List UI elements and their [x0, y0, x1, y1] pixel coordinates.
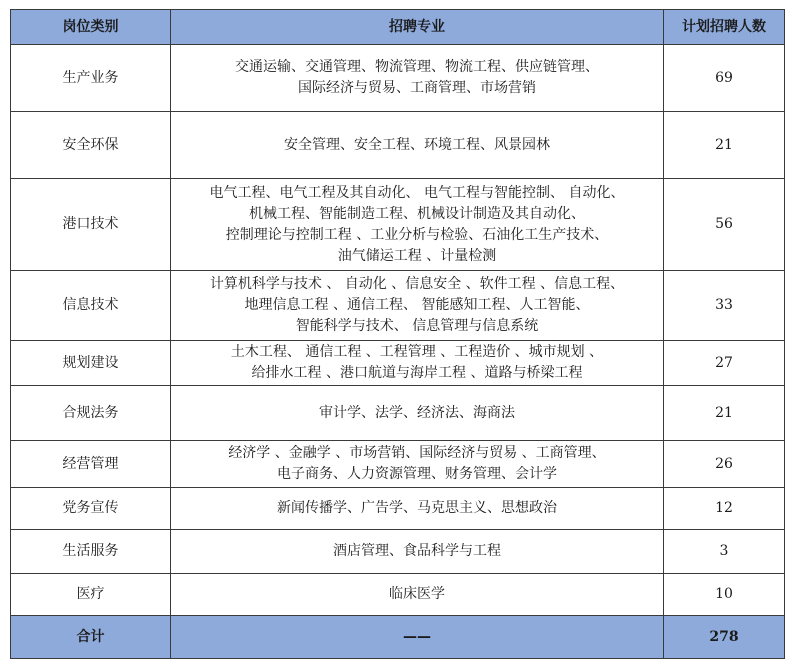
row-category: 港口技术 [11, 179, 171, 271]
major-line: 审计学、法学、经济法、海商法 [319, 404, 515, 421]
row-count: 27 [664, 341, 785, 386]
table-row [11, 341, 785, 386]
major-line: 油气储运工程 、计量检测 [337, 247, 497, 264]
major-line: 新闻传播学、广告学、马克思主义、思想政治 [277, 500, 557, 516]
header-majors: 招聘专业 [171, 10, 664, 45]
major-line: 电子商务、人力资源管理、财务管理、会计学 [277, 466, 557, 482]
row-category: 党务宣传 [11, 488, 171, 530]
table-body [11, 45, 785, 616]
major-line: 土木工程、 通信工程 、工程管理 、工程造价 、城市规划 、 [230, 344, 604, 360]
header-count: 计划招聘人数 [664, 10, 785, 45]
major-line: 交通运输、交通管理、物流管理、物流工程、供应链管理、 [235, 59, 599, 75]
row-count: 56 [664, 179, 785, 271]
row-category: 生活服务 [11, 530, 171, 574]
table-row [11, 386, 785, 441]
row-category: 生产业务 [11, 45, 171, 112]
major-line: 酒店管理、食品科学与工程 [333, 543, 501, 559]
table-row [11, 574, 785, 616]
table-row [11, 112, 785, 179]
row-majors [171, 386, 664, 441]
table-row [11, 488, 785, 530]
major-line: 地理信息工程 、通信工程、 智能感知工程、人工智能、 [244, 297, 590, 313]
major-line: 国际经济与贸易、工商管理、市场营销 [298, 80, 536, 96]
row-majors [171, 488, 664, 530]
table-row [11, 530, 785, 574]
row-majors [171, 179, 664, 271]
row-category: 合规法务 [11, 386, 171, 441]
row-majors [171, 112, 664, 179]
total-majors: —— [171, 616, 664, 659]
table-row [11, 45, 785, 112]
row-majors [171, 271, 664, 341]
row-majors [171, 441, 664, 488]
total-label: 合计 [11, 616, 171, 659]
major-line: 经济学 、金融学 、市场营销、国际经济与贸易 、工商管理、 [228, 445, 606, 461]
row-category: 经营管理 [11, 441, 171, 488]
row-category: 规划建设 [11, 341, 171, 386]
major-line: 控制理论与控制工程 、工业分析与检验、石油化工生产技术、 [225, 226, 609, 243]
recruitment-table [10, 9, 785, 659]
row-category: 安全环保 [11, 112, 171, 179]
total-count: 278 [664, 616, 785, 659]
row-count: 21 [664, 112, 785, 179]
major-line: 电气工程、电气工程及其自动化、 电气工程与智能控制、 自动化、 [209, 184, 625, 201]
major-line: 安全管理、安全工程、环境工程、风景园林 [284, 136, 550, 153]
major-line: 机械工程、智能制造工程、机械设计制造及其自动化、 [249, 205, 585, 222]
row-count: 3 [664, 530, 785, 574]
header-category: 岗位类别 [11, 10, 171, 45]
row-count: 12 [664, 488, 785, 530]
row-count: 69 [664, 45, 785, 112]
header-row [11, 10, 785, 45]
row-majors [171, 45, 664, 112]
row-majors [171, 530, 664, 574]
major-line: 给排水工程 、港口航道与海岸工程 、道路与桥梁工程 [251, 365, 583, 381]
major-line: 计算机科学与技术 、 自动化 、信息安全 、软件工程 、信息工程、 [209, 276, 625, 292]
row-majors [171, 574, 664, 616]
row-category: 信息技术 [11, 271, 171, 341]
major-line: 智能科学与技术、 信息管理与信息系统 [295, 318, 539, 334]
row-majors [171, 341, 664, 386]
table-row [11, 179, 785, 271]
row-count: 21 [664, 386, 785, 441]
major-line: 临床医学 [389, 586, 445, 602]
row-count: 10 [664, 574, 785, 616]
total-row [11, 616, 785, 659]
table-row [11, 441, 785, 488]
row-count: 26 [664, 441, 785, 488]
row-count: 33 [664, 271, 785, 341]
table-row [11, 271, 785, 341]
row-category: 医疗 [11, 574, 171, 616]
